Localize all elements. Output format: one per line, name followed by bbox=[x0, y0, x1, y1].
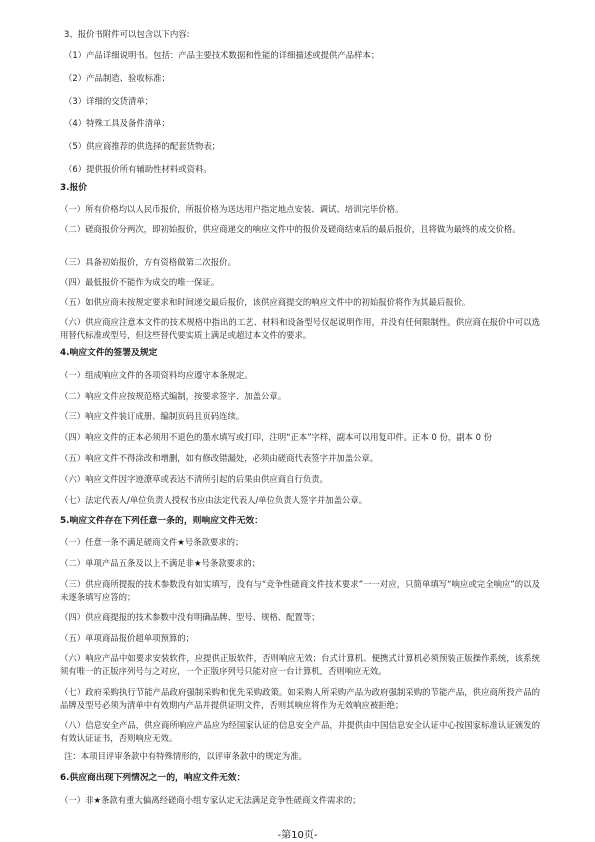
section-heading-supplier-invalid: 6.供应商出现下列情况之一的，响应文件无效： bbox=[60, 773, 246, 783]
invalid-item-1: （一）任意一条不满足磋商文件★号条款要求的； bbox=[60, 537, 244, 547]
signing-item-5: （五）响应文件不得涂改和增删，如有修改错漏处，必须由磋商代表签字并加盖公章。 bbox=[60, 453, 379, 463]
quote-item-6: （六）供应商应注意本文件的技术规格中指出的工艺、材料和设备型号仅起说明作用，并没有任何限制性。供应商在报价中可以选用替代标准或型号，但这些替代要实质上满足或超过本文件的要求。 bbox=[60, 317, 540, 340]
signing-item-4: （四）响应文件的正本必须用不退色的墨水填写或打印，注明“正本”字样，副本可以用复印件。正本 0 份，副本 0 份 bbox=[60, 432, 492, 442]
attachment-item-4: （4）特殊工具及备件清单； bbox=[64, 118, 170, 128]
section-heading-invalid: 5.响应文件存在下列任意一条的，则响应文件无效： bbox=[60, 516, 263, 526]
supplier-invalid-item-1: （一）非★条款有重大偏离经磋商小组专家认定无法满足竞争性磋商文件需求的； bbox=[60, 795, 361, 805]
signing-item-3: （三）响应文件装订成册、编制页码且页码连续。 bbox=[60, 411, 245, 421]
attachment-item-2: （2）产品制造、验收标准； bbox=[64, 73, 170, 83]
invalid-note: 注：本项目评审条款中有特殊情形的，以评审条款中的规定为准。 bbox=[64, 751, 307, 761]
signing-item-7: （七）法定代表人/单位负责人授权书应由法定代表人/单位负责人签字并加盖公章。 bbox=[60, 495, 368, 505]
page-number: -第10页- bbox=[277, 830, 318, 841]
signing-item-6: （六）响应文件因字迹潦草或表达不清所引起的后果由供应商自行负责。 bbox=[60, 474, 328, 484]
invalid-item-8: （八）信息安全产品，供应商所响应产品应为经国家认证的信息安全产品，并提供由中国信息安全认证中心按国家标准认证颁发的有效认证证书，否则响应无效。 bbox=[60, 720, 540, 743]
attachment-item-5: （5）供应商推荐的供选择的配套货物表； bbox=[64, 141, 221, 151]
quote-item-1: （一）所有价格均以人民币报价，所报价格为送达用户指定地点安装、调试、培训完毕价格。 bbox=[60, 204, 404, 214]
signing-item-2: （二）响应文件应按规范格式编制，按要求签字、加盖公章。 bbox=[60, 391, 287, 401]
section-heading-quote: 3.报价 bbox=[60, 183, 88, 193]
invalid-item-2: （二）单项产品五条及以上不满足非★号条款要求的； bbox=[60, 558, 261, 568]
invalid-item-6: （六）响应产品中如要求安装软件，应提供正版软件，否则响应无效；台式计算机、便携式计算机必须预装正版操作系统，该系统须有唯一的正版序列号与之对应，一个正版序列号只能对应一台计算机，否则响应无效。 bbox=[60, 653, 540, 676]
invalid-item-5: （五）单项商品报价超单项预算的； bbox=[60, 633, 194, 643]
section-heading-signing: 4.响应文件的签署及规定 bbox=[60, 348, 158, 358]
invalid-item-4: （四）供应商提报的技术参数中没有明确品牌、型号、规格、配置等； bbox=[60, 612, 320, 622]
invalid-item-7: （七）政府采购执行节能产品政府强制采购和优先采购政策。如采购人所采购产品为政府强制采购的节能产品，供应商所投产品的品牌及型号必须为清单中有效期内产品并提供证明文件，否则其响应将作为无效响应被拒绝； bbox=[60, 687, 540, 710]
quote-item-3: （三）具备初始报价，方有资格做第二次报价。 bbox=[60, 257, 236, 267]
quote-item-2: （二）磋商报价分两次，即初始报价，供应商递交的响应文件中的报价及磋商结束后的最后报价，且将做为最终的成交价格。 bbox=[60, 224, 521, 234]
invalid-item-3: （三）供应商所提报的技术参数没有如实填写，没有与“竞争性磋商文件技术要求”一一对应，只简单填写“响应或完全响应”的以及未逐条填写应答的； bbox=[60, 579, 540, 602]
quote-item-4: （四）最低报价不能作为成交的唯一保证。 bbox=[60, 277, 220, 287]
quote-item-5: （五）如供应商未按规定要求和时间递交最后报价，该供应商提交的响应文件中的初始报价将作为其最后报价。 bbox=[60, 297, 471, 307]
attachment-item-6: （6）提供报价所有辅助性材料或资料。 bbox=[64, 164, 212, 174]
signing-item-1: （一）组成响应文件的各项资料均应遵守本条规定。 bbox=[60, 370, 253, 380]
attachment-item-1: （1）产品详细说明书。包括：产品主要技术数据和性能的详细描述或提供产品样本； bbox=[64, 50, 380, 60]
attachment-heading: 3、报价书附件可以包含以下内容: bbox=[64, 29, 190, 39]
attachment-item-3: （3）详细的交货清单； bbox=[64, 96, 154, 106]
